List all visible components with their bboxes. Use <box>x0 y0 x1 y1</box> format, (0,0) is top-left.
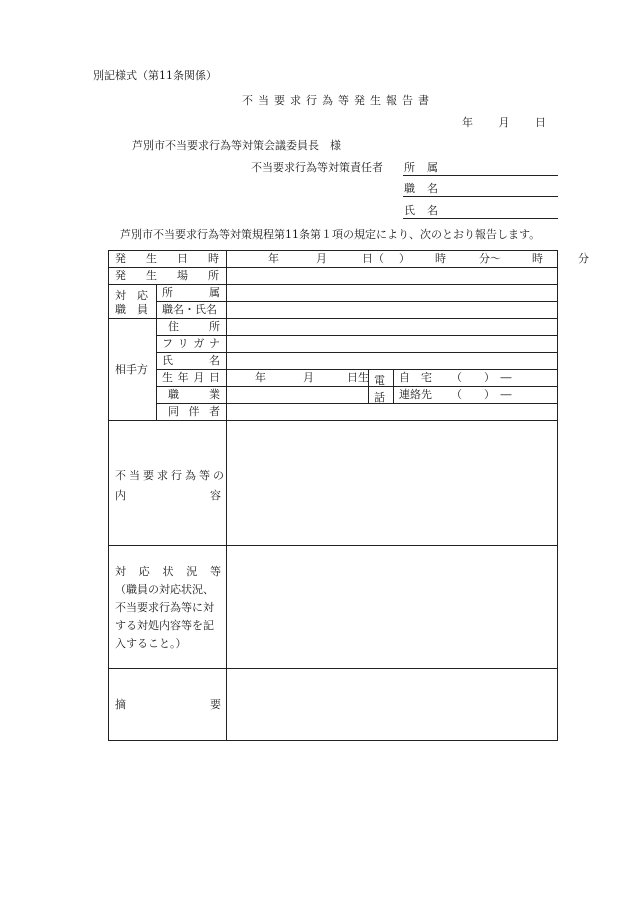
year-label: 年 <box>462 116 473 129</box>
char: 住 <box>168 320 179 333</box>
char: 要 <box>210 698 221 711</box>
char: 業 <box>209 388 220 401</box>
reporter-label: 不当要求行為等対策責任者 <box>251 161 383 174</box>
char: 生 <box>162 371 173 384</box>
hour-label: 時 <box>532 252 543 265</box>
char: 日 <box>177 252 188 265</box>
char: 名 <box>427 204 438 217</box>
response-label <box>115 563 221 653</box>
other-party-address-field[interactable] <box>227 319 557 334</box>
char: 名 <box>427 182 438 195</box>
char: 月 <box>193 371 205 384</box>
char: ガ <box>193 337 205 350</box>
char: フ <box>162 337 173 350</box>
addressee: 芦別市不当要求行為等対策会議委員長 様 <box>132 139 341 152</box>
char: 所 <box>162 286 173 299</box>
char: 発 <box>115 252 126 265</box>
phone-contact-value[interactable]: （ ） ― <box>451 388 512 401</box>
char: 容 <box>210 489 221 502</box>
staff-group-line: 職 員 <box>115 303 148 316</box>
char: 内 <box>115 489 126 502</box>
char: 生 <box>146 252 157 265</box>
day-born-label: 日生 <box>347 371 369 384</box>
occurrence-date-label <box>115 253 219 265</box>
minute-from-label: 分～ <box>479 252 501 265</box>
staff-group-label <box>115 289 148 317</box>
char: 場 <box>177 269 188 282</box>
report-date <box>462 117 546 129</box>
other-party-birthdate-label <box>162 372 220 384</box>
char: 伴 <box>188 405 200 418</box>
reporter-position-field[interactable] <box>403 196 558 197</box>
char: 況 <box>186 565 198 578</box>
response-note-line: 不当要求行為等に対 <box>115 601 214 614</box>
summary-label <box>115 699 221 711</box>
response-field[interactable] <box>227 546 557 667</box>
weekday-close: ） <box>399 252 410 265</box>
response-note-line: （職員の対応状況、 <box>115 583 214 596</box>
char: リ <box>177 337 189 350</box>
birthdate-value[interactable] <box>255 372 369 384</box>
minute-label: 分 <box>578 252 589 265</box>
occurrence-date-value[interactable] <box>268 253 589 265</box>
response-note-line: する対処内容等を記 <box>115 619 214 632</box>
other-party-name-label <box>162 355 220 367</box>
other-party-furigana-field[interactable] <box>227 336 557 351</box>
staff-affiliation-field[interactable] <box>227 285 557 300</box>
other-party-furigana-label <box>162 338 220 350</box>
month-label: 月 <box>316 252 327 265</box>
char: 発 <box>115 269 126 282</box>
report-table <box>108 250 589 741</box>
char: 所 <box>404 161 415 174</box>
char: 等 <box>210 565 221 578</box>
day-label: 日 <box>535 116 546 129</box>
char: 属 <box>209 286 220 299</box>
char: 属 <box>427 161 438 174</box>
char: 者 <box>209 405 220 418</box>
char: ナ <box>208 337 220 350</box>
intro-text: 芦別市不当要求行為等対策規程第11条第１項の規定により、次のとおり報告します。 <box>120 228 541 241</box>
form-title: 不当要求行為等発生報告書 <box>242 94 434 107</box>
reporter-affiliation-field[interactable] <box>403 175 558 176</box>
char: 氏 <box>162 354 173 367</box>
staff-affiliation-label <box>162 287 220 299</box>
staff-group-line: 対 応 <box>115 289 148 302</box>
other-party-name-field[interactable] <box>227 353 557 368</box>
reporter-name-field[interactable] <box>403 218 558 219</box>
occurrence-place-field[interactable] <box>227 268 557 283</box>
response-note-line: 入すること。） <box>115 637 187 650</box>
other-party-companion-label <box>162 406 220 418</box>
phone-home-value[interactable]: （ ） ― <box>451 371 512 384</box>
day-label: 日（ <box>362 252 384 265</box>
other-party-address-label <box>162 321 220 333</box>
char: 職 <box>404 182 415 195</box>
month-label: 月 <box>498 116 510 129</box>
char: 名 <box>209 354 220 367</box>
form-reference: 別記様式（第11条関係） <box>93 69 217 82</box>
char: 生 <box>146 269 157 282</box>
content-label <box>115 466 227 506</box>
year-label: 年 <box>268 252 279 265</box>
char: 応 <box>138 565 150 578</box>
month-label: 月 <box>303 371 314 384</box>
char: 所 <box>208 269 219 282</box>
char: 摘 <box>115 698 126 711</box>
content-label-line1: 不当要求行為等の <box>115 469 227 482</box>
staff-name-label: 職名・氏名 <box>162 303 217 316</box>
phone-label <box>374 372 385 406</box>
char: 電 <box>374 374 385 387</box>
year-label: 年 <box>255 371 266 384</box>
content-field[interactable] <box>227 421 557 544</box>
other-party-occupation-label <box>162 389 220 401</box>
char: 状 <box>162 565 174 578</box>
char: 氏 <box>404 204 415 217</box>
char: 日 <box>208 371 220 384</box>
staff-name-field[interactable] <box>227 302 557 317</box>
other-party-companion-field[interactable] <box>227 404 557 419</box>
hour-label: 時 <box>435 252 446 265</box>
char: 年 <box>177 371 189 384</box>
phone-contact-label: 連絡先 <box>399 388 432 401</box>
char: 所 <box>209 320 220 333</box>
char: 同 <box>168 405 179 418</box>
char: 時 <box>208 252 219 265</box>
summary-field[interactable] <box>227 669 557 740</box>
char: 職 <box>168 388 179 401</box>
reporter-affiliation-label <box>404 162 438 174</box>
reporter-position-label <box>404 183 438 195</box>
char: 話 <box>374 391 385 404</box>
char: 対 <box>115 565 126 578</box>
reporter-name-label <box>404 205 438 217</box>
occurrence-place-label <box>115 270 219 282</box>
phone-home-label: 自 宅 <box>399 371 432 384</box>
other-party-occupation-field[interactable] <box>227 387 367 402</box>
other-party-group-label: 相手方 <box>115 363 148 376</box>
